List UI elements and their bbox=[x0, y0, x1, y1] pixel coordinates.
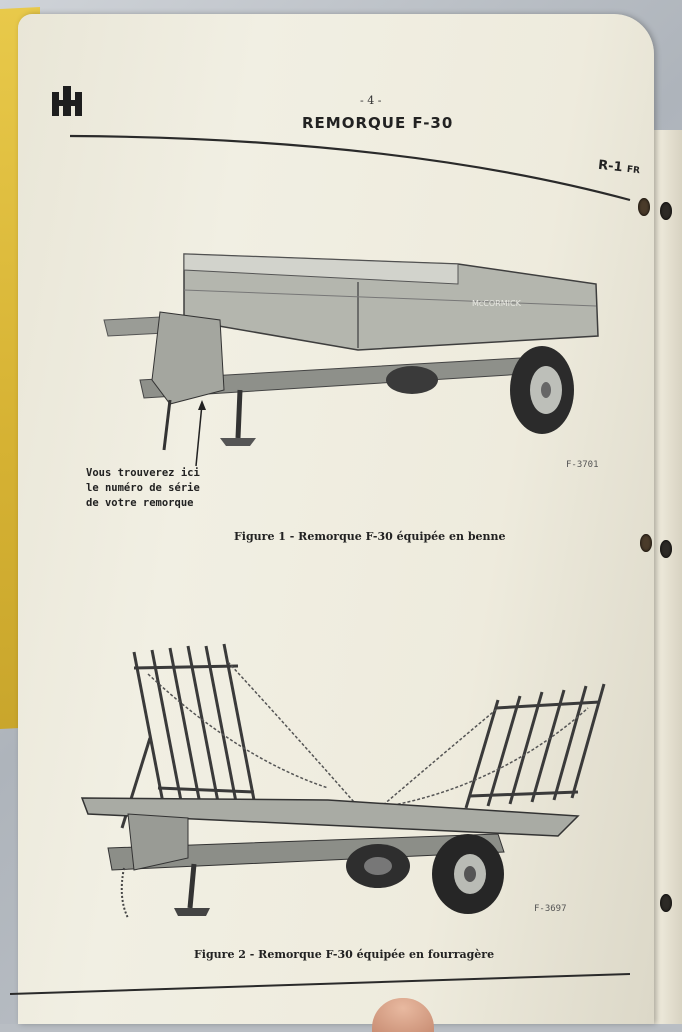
section-code-lang: FR bbox=[626, 164, 641, 177]
serial-number-arrow bbox=[190, 400, 210, 470]
note-line: de votre remorque bbox=[86, 497, 194, 509]
page-title: REMORQUE F-30 bbox=[302, 114, 454, 132]
figure-1-id: F-3701 bbox=[566, 460, 599, 470]
figure-2-hay-trailer bbox=[78, 638, 608, 928]
page-number: - 4 - bbox=[360, 94, 382, 107]
figure-2-id: F-3697 bbox=[534, 904, 567, 914]
figure-1-dump-trailer bbox=[100, 240, 610, 460]
footer-rule bbox=[10, 972, 630, 998]
note-line: Vous trouverez ici bbox=[86, 467, 200, 479]
serial-number-note bbox=[86, 466, 200, 511]
header-rule bbox=[70, 134, 640, 204]
figure-2-caption: Figure 2 - Remorque F-30 équipée en fourragère bbox=[194, 948, 495, 961]
ih-logo-icon bbox=[50, 86, 84, 116]
punch-hole bbox=[660, 894, 672, 912]
punch-hole bbox=[640, 534, 652, 552]
punch-hole bbox=[660, 540, 672, 558]
trailer-brand-label: McCORMICK bbox=[472, 299, 521, 308]
figure-1-caption: Figure 1 - Remorque F-30 équipée en benne bbox=[234, 530, 506, 543]
section-code-main: R-1 bbox=[597, 157, 624, 176]
punch-hole bbox=[660, 202, 672, 220]
note-line: le numéro de série bbox=[86, 482, 200, 494]
